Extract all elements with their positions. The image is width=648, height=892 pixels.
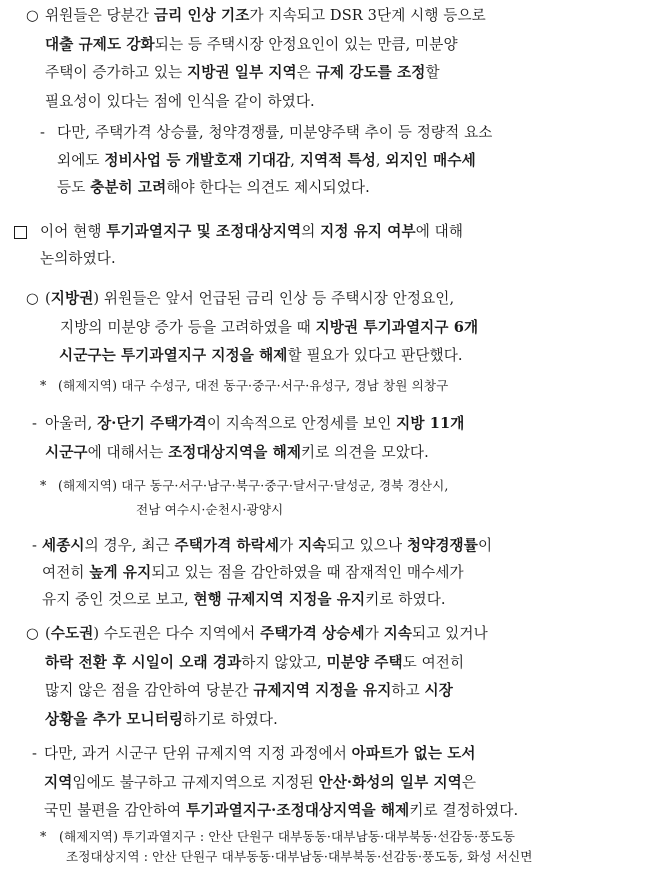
bold-text: 투기과열지구 및 조정대상지역 <box>106 223 302 240</box>
square-bullet-icon <box>14 226 27 239</box>
text-run: 전남 여수시·순천시·광양시 <box>136 502 284 517</box>
bold-text: 지역 <box>44 773 73 791</box>
text-line <box>42 536 492 556</box>
text-run: 되고 있거나 <box>412 625 488 642</box>
text-run: 등도 <box>57 179 91 196</box>
text-line <box>45 414 464 434</box>
text-run: (해제지역) 대구 수성구, 대전 동구·중구·서구·유성구, 경남 창원 의창구 <box>58 378 449 393</box>
bold-text: 지방권 일부 지역 <box>187 64 297 81</box>
bold-text: 청약경쟁률 <box>406 537 478 554</box>
text-run: 키로 하였다. <box>365 591 446 608</box>
text-run: 할 <box>425 64 440 81</box>
text-run: 할 필요가 있다고 판단했다. <box>287 347 463 364</box>
text-line <box>57 123 492 143</box>
text-run: 되고 있는 점을 감안하였을 때 잠재적인 매수세가 <box>151 564 464 581</box>
text-line <box>58 477 448 495</box>
text-run: 키로 결정하였다. <box>409 802 519 819</box>
text-line <box>42 563 464 583</box>
circle-bullet-icon: ○ <box>26 625 39 642</box>
text-run: 외에도 <box>57 151 105 169</box>
text-run: , <box>375 151 386 169</box>
text-run: 의 <box>301 223 321 240</box>
text-line <box>136 501 283 519</box>
bold-text: 시장 <box>424 682 453 699</box>
bold-text: 시군구는 투기과열지구 지정을 해제 <box>59 347 288 364</box>
bold-text: 지속 <box>298 537 327 554</box>
text-run: 이 <box>477 537 493 554</box>
text-line <box>45 35 458 55</box>
text-line <box>57 178 370 198</box>
bold-text: 수도권 <box>50 625 94 642</box>
text-line <box>58 377 448 395</box>
bold-text: 하락 전환 후 시일이 오래 경과 <box>45 653 242 671</box>
text-run: 주택이 증가하고 있는 <box>45 64 187 81</box>
bold-text: 주택가격 하락세 <box>174 537 280 554</box>
text-run: 가 <box>279 537 299 554</box>
text-line <box>45 624 488 644</box>
text-run: 지방의 미분양 증가 등을 고려하였을 때 <box>60 318 316 336</box>
text-run: 이어 현행 <box>40 223 107 240</box>
text-run: 다만, 과거 시군구 단위 규제지역 지정 과정에서 <box>44 745 352 762</box>
bold-text: 지방권 투기과열지구 6개 <box>315 318 479 336</box>
bold-text: 지속 <box>383 625 413 642</box>
bold-text: 지방권 <box>50 290 94 307</box>
circle-bullet-icon: ○ <box>26 290 39 307</box>
bold-text: 아파트가 없는 도서 <box>351 745 476 762</box>
bold-text: 안산·화성의 일부 지역 <box>318 773 462 791</box>
text-run: ( <box>45 290 51 307</box>
text-line <box>45 653 464 673</box>
bold-text: 규제지역 지정을 유지 <box>253 682 392 699</box>
text-run: 가 지속되고 DSR 3단계 시행 등으로 <box>249 7 486 24</box>
text-line <box>45 6 486 26</box>
text-line <box>45 63 440 83</box>
text-run: 임에도 불구하고 규제지역으로 지정된 <box>72 773 319 791</box>
bold-text: 높게 유지 <box>89 564 152 581</box>
text-line <box>45 710 278 730</box>
text-run: 국민 불편을 감안하여 <box>44 802 186 819</box>
text-line <box>44 773 476 793</box>
text-line <box>45 92 315 112</box>
text-run: 가 <box>364 625 384 642</box>
text-line <box>42 590 446 610</box>
text-run: 조정대상지역 : 안산 단원구 대부동동·대부남동·대부북동·선감동·풍도동, 화성 서신면 <box>66 849 533 864</box>
text-run: 이 지속적으로 안정세를 보인 <box>206 415 397 432</box>
asterisk-note-marker: * <box>40 378 47 393</box>
text-run: 에 대해서는 <box>87 443 169 461</box>
text-run: ) 위원들은 앞서 언급된 금리 인상 등 주택시장 안정요인, <box>93 290 455 307</box>
text-run: 도 여전히 <box>402 653 465 671</box>
text-run: 은 <box>461 773 477 791</box>
bold-text: 시군구 <box>45 443 88 461</box>
text-run: 아울러, <box>45 415 98 432</box>
text-run: 되는 등 주택시장 안정요인이 있는 만큼, 미분양 <box>154 35 458 53</box>
text-line <box>60 318 478 338</box>
text-run: 해야 한다는 의견도 제시되었다. <box>166 179 370 196</box>
bold-text: 조정대상지역을 해제 <box>168 443 302 461</box>
bold-text: 주택가격 상승세 <box>260 625 365 642</box>
text-run: 여전히 <box>42 564 90 581</box>
text-line <box>59 346 463 366</box>
text-line <box>57 151 476 171</box>
bold-text: 정비사업 등 개발호재 기대감 <box>104 151 291 169</box>
dash-bullet-icon: - <box>32 745 37 762</box>
text-line <box>45 289 454 309</box>
text-line <box>40 222 463 242</box>
bold-text: 투기과열지구·조정대상지역을 해제 <box>186 802 410 819</box>
circle-bullet-icon: ○ <box>26 7 39 24</box>
text-line <box>40 249 116 269</box>
text-run: 되고 있으나 <box>326 537 407 554</box>
text-line <box>44 801 518 821</box>
text-run: 많지 않은 점을 감안하여 당분간 <box>45 682 254 699</box>
text-run: , <box>290 151 300 169</box>
text-line <box>66 848 533 866</box>
text-run: 하기로 하였다. <box>183 710 278 728</box>
asterisk-note-marker: * <box>40 478 47 493</box>
bold-text: 규제 강도를 조정 <box>315 64 426 81</box>
asterisk-note-marker: * <box>40 829 47 844</box>
text-line <box>44 744 476 764</box>
bold-text: 상황을 추가 모니터링 <box>45 710 184 728</box>
text-run: 필요성이 있다는 점에 인식을 같이 하였다. <box>45 92 315 110</box>
bold-text: 장·단기 주택가격 <box>97 415 207 432</box>
text-run: 위원들은 당분간 <box>45 7 154 24</box>
bold-text: 지역적 특성 <box>299 151 376 169</box>
text-line <box>45 443 429 463</box>
text-run: ) 수도권은 다수 지역에서 <box>93 625 261 642</box>
bold-text: 외지인 매수세 <box>385 151 476 169</box>
text-run: 유지 중인 것으로 보고, <box>42 591 194 608</box>
bold-text: 금리 인상 기조 <box>153 7 250 24</box>
text-run: 에 대해 <box>415 223 464 240</box>
text-run: 키로 의견을 모았다. <box>301 443 429 461</box>
text-line <box>59 828 515 846</box>
bold-text: 지정 유지 여부 <box>320 223 416 240</box>
text-run: 논의하였다. <box>40 250 116 267</box>
text-run: (해제지역) 대구 동구·서구·남구·북구·중구·달서구·달성군, 경북 경산시, <box>58 478 449 493</box>
text-run: (해제지역) 투기과열지구 : 안산 단원구 대부동동·대부남동·대부북동·선감동·풍도동 <box>59 829 516 844</box>
text-run: 다만, 주택가격 상승률, 청약경쟁률, 미분양주택 추이 등 정량적 요소 <box>57 124 493 141</box>
text-run: 하고 <box>391 682 425 699</box>
text-run: ( <box>45 625 51 642</box>
bold-text: 세종시 <box>42 537 85 554</box>
dash-bullet-icon: - <box>32 415 37 432</box>
bold-text: 충분히 고려 <box>90 179 167 196</box>
dash-bullet-icon: - <box>40 124 45 141</box>
bold-text: 지방 11개 <box>396 415 465 432</box>
dash-bullet-icon: - <box>32 537 37 554</box>
text-line <box>45 681 453 701</box>
bold-text: 미분양 주택 <box>326 653 403 671</box>
bold-text: 대출 규제도 강화 <box>45 35 155 53</box>
text-run: 은 <box>296 64 316 81</box>
text-run: 하지 않았고, <box>241 653 327 671</box>
text-run: 의 경우, 최근 <box>84 537 175 554</box>
bold-text: 현행 규제지역 지정을 유지 <box>193 591 366 608</box>
